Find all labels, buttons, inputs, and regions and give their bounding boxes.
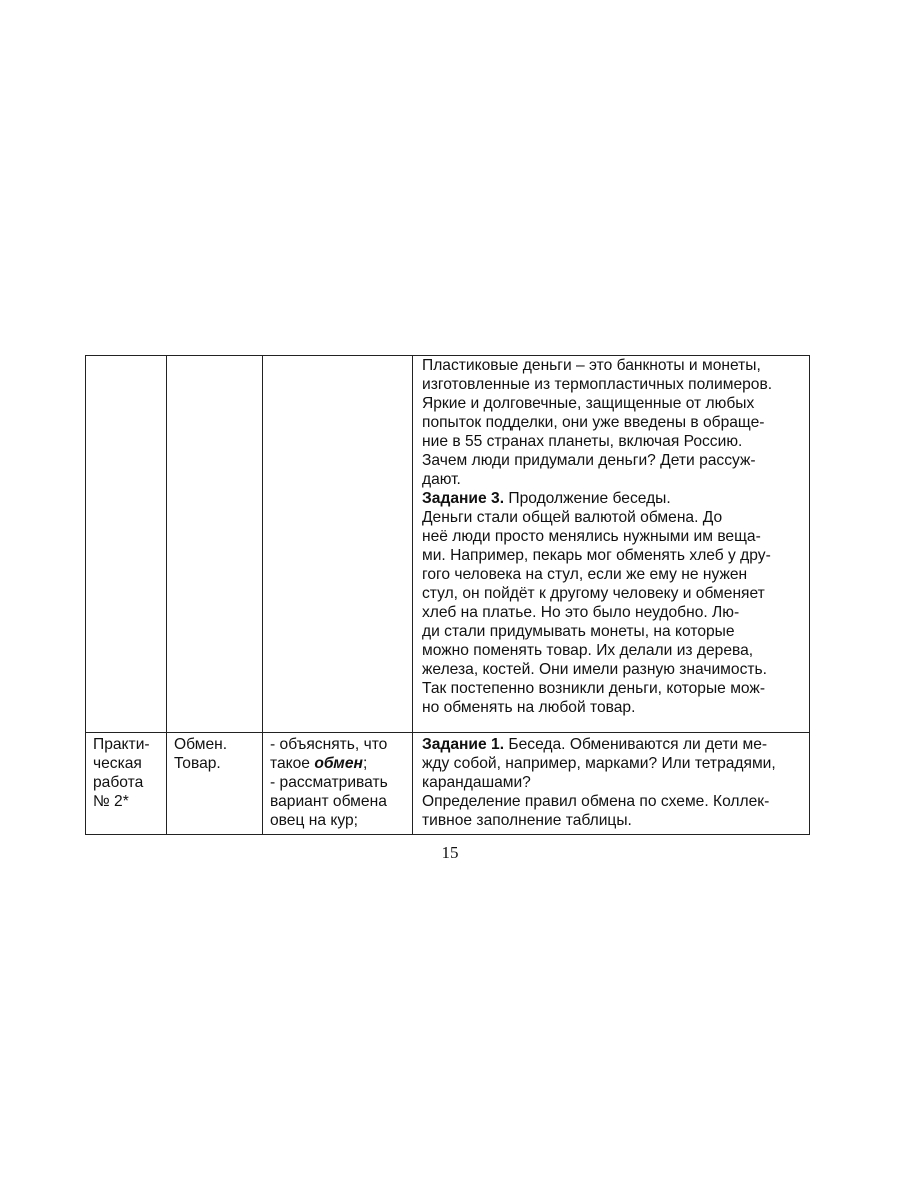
task-text: Продолжение беседы.	[504, 490, 671, 507]
text-line: попыток подделки, они уже введены в обраще-	[422, 414, 765, 431]
text-line: Деньги стали общей валютой обмена. До	[422, 509, 723, 526]
text-line: хлеб на платье. Но это было неудобно. Лю-	[422, 604, 740, 621]
text-line: Обмен.	[174, 736, 228, 753]
text-line: Зачем люди придумали деньги? Дети рассуж-	[422, 452, 756, 469]
table-cell	[86, 733, 167, 835]
table-cell	[167, 356, 263, 733]
table-cell	[167, 733, 263, 835]
table-cell	[413, 356, 810, 733]
task-heading-line	[422, 735, 803, 754]
text-line: овец на кур;	[270, 812, 358, 829]
lesson-plan-table	[85, 355, 810, 835]
text-line: неё люди просто менялись нужными им веща-	[422, 528, 761, 545]
text-line: ди стали придумывать монеты, на которые	[422, 623, 735, 640]
text-line: изготовленные из термопластичных полимеров.	[422, 376, 773, 393]
text-line: Товар.	[174, 755, 221, 772]
table-row	[86, 733, 810, 835]
text-line: но обменять на любой товар.	[422, 699, 636, 716]
text-line: стул, он пойдёт к другому человеку и обменяет	[422, 585, 765, 602]
text-line: тивное заполнение таблицы.	[422, 812, 632, 829]
text-line: дают.	[422, 471, 461, 488]
text-line: Пластиковые деньги – это банкноты и монеты,	[422, 357, 761, 374]
task-text: Беседа. Обмениваются ли дети ме-	[504, 736, 768, 753]
text-line: карандашами?	[422, 774, 531, 791]
text-line: вариант обмена	[270, 793, 387, 810]
text-line: можно поменять товар. Их делали из дерева,	[422, 642, 754, 659]
text-line: Практи-	[93, 736, 150, 753]
table-row	[86, 356, 810, 733]
text-line: - объяснять, что	[270, 736, 388, 753]
text-suffix: ;	[362, 755, 368, 772]
text-line: работа	[93, 774, 144, 791]
text-line: ние в 55 странах планеты, включая Россию.	[422, 433, 743, 450]
text-line: Яркие и долговечные, защищенные от любых	[422, 395, 755, 412]
table-cell	[263, 356, 413, 733]
task-label: Задание 3.	[422, 490, 505, 507]
table-cell	[86, 356, 167, 733]
task-heading-line	[422, 489, 803, 508]
text-line	[270, 754, 406, 773]
text-prefix: такое	[270, 755, 315, 772]
page-number: 15	[441, 843, 459, 862]
text-line: Так постепенно возникли деньги, которые мож-	[422, 680, 766, 697]
text-line: Определение правил обмена по схеме. Коллек-	[422, 793, 770, 810]
text-line: ми. Например, пекарь мог обменять хлеб у дру-	[422, 547, 771, 564]
table-cell	[263, 733, 413, 835]
emphasized-term: обмен	[314, 755, 363, 772]
text-line: № 2*	[93, 793, 129, 810]
text-line: жду собой, например, марками? Или тетрадями,	[422, 755, 776, 772]
task-label: Задание 1.	[422, 736, 505, 753]
table-cell	[413, 733, 810, 835]
text-line: железа, костей. Они имели разную значимость.	[422, 661, 767, 678]
text-line: - рассматривать	[270, 774, 388, 791]
text-line: гого человека на стул, если же ему не нужен	[422, 566, 748, 583]
text-line: ческая	[93, 755, 142, 772]
